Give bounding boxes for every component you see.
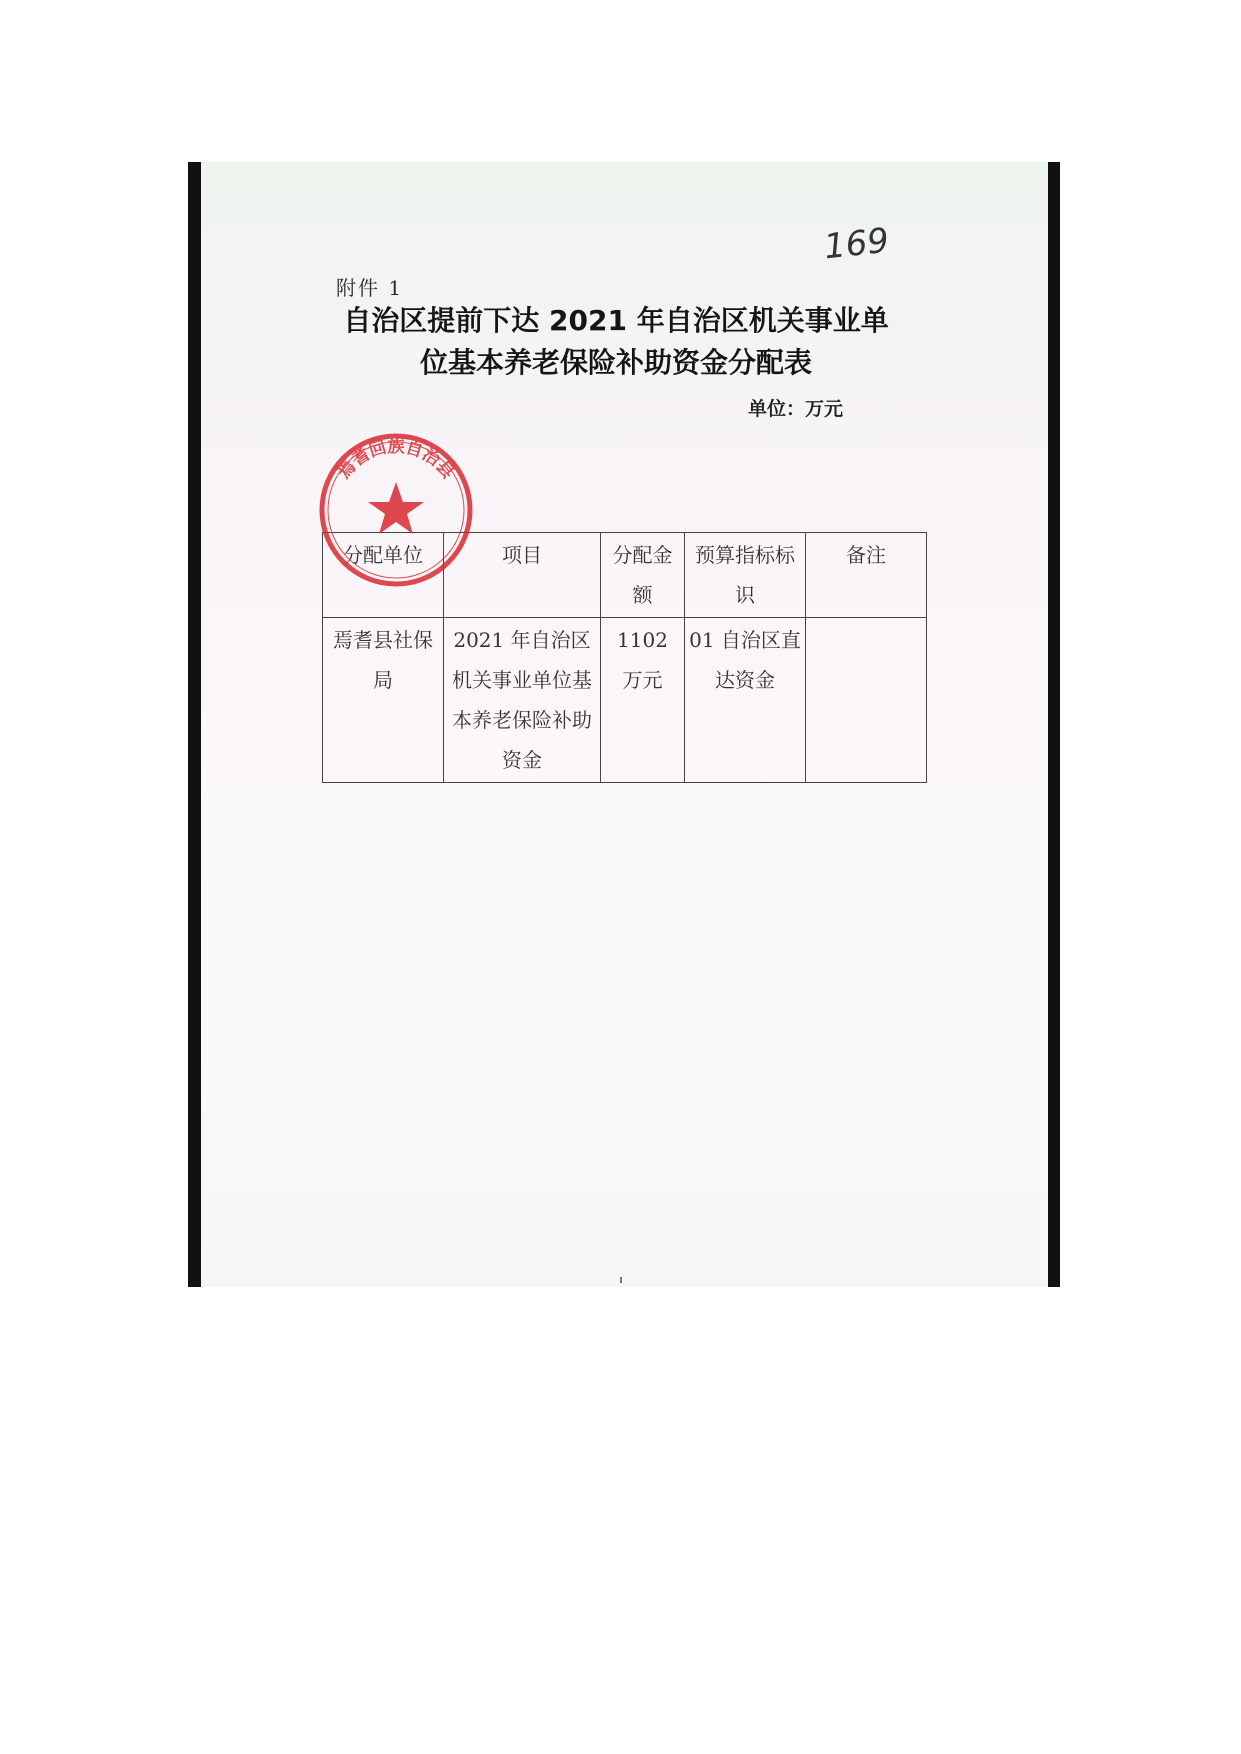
seal-text: 焉耆回族自治县 [334,437,458,483]
title-line-1: 自治区提前下达 2021 年自治区机关事业单 [343,304,889,337]
cell-amount: 1102 万元 [601,618,685,783]
cell-remark [806,618,927,783]
document-title [326,300,906,384]
unit-label: 单位：万元 [748,398,844,420]
header-amount: 分配金额 [601,533,685,618]
table-header-row [323,533,927,618]
scan-border-right [1048,162,1060,1287]
cell-unit: 焉耆县社保局 [323,618,444,783]
handwritten-page-number: 169 [822,220,891,268]
table-row [323,618,927,783]
header-project: 项目 [444,533,601,618]
cell-project: 2021 年自治区机关事业单位基本养老保险补助资金 [444,618,601,783]
title-line-2: 位基本养老保险补助资金分配表 [419,346,812,379]
scanned-page [188,162,1060,1287]
attachment-label: 附件 1 [336,276,404,300]
cell-budget-code: 01 自治区直达资金 [685,618,806,783]
star-icon [368,482,424,534]
header-remark: 备注 [806,533,927,618]
scan-border-left [188,162,201,1287]
allocation-table [322,532,927,783]
header-budget-code: 预算指标标识 [685,533,806,618]
scan-bottom-mark [620,1277,622,1283]
header-allocation-unit: 分配单位 [323,533,444,618]
